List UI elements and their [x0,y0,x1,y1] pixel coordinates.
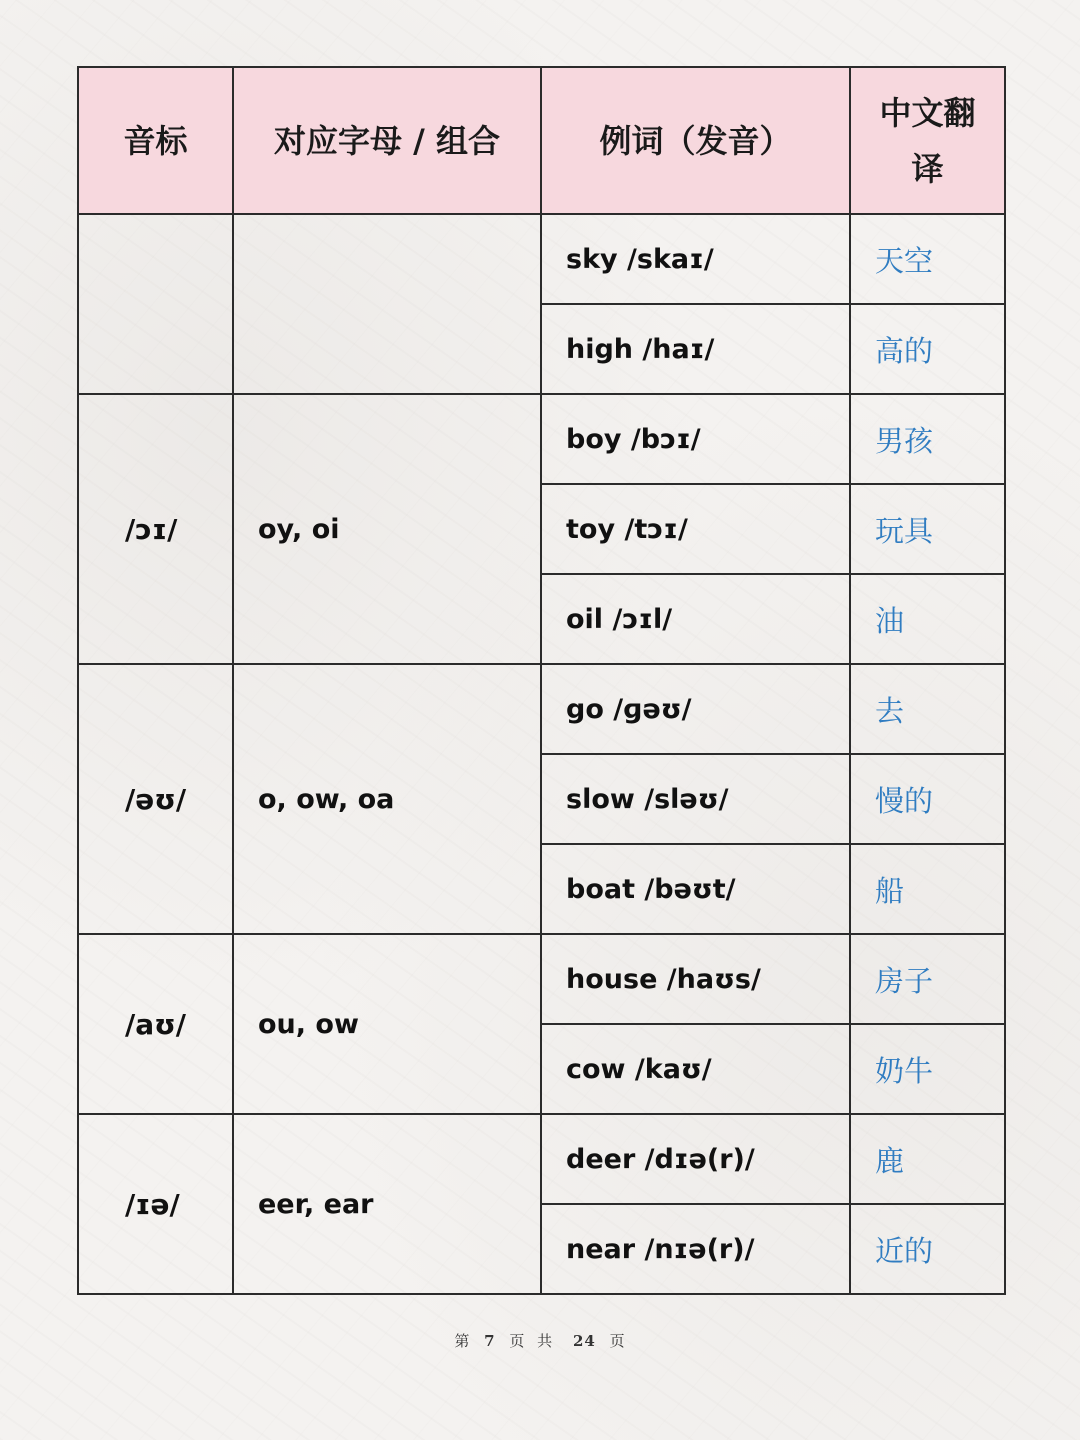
footer-total-pages: 24 [572,1332,596,1350]
translation-cell: 房子 [850,934,1005,1024]
footer-page-word: 页 [509,1332,526,1350]
phonetics-table-container [77,66,1004,1295]
header-example: 例词（发音） [541,67,850,214]
page-footer [0,1330,1080,1351]
example-cell: toy /tɔɪ/ [541,484,850,574]
table-row [78,664,1005,754]
example-cell: go /ɡəʊ/ [541,664,850,754]
table-header-row [78,67,1005,214]
example-cell: boy /bɔɪ/ [541,394,850,484]
header-translation: 中文翻译 [850,67,1005,214]
example-cell: deer /dɪə(r)/ [541,1114,850,1204]
translation-cell: 鹿 [850,1114,1005,1204]
footer-total-word: 共 [537,1332,554,1350]
translation-cell: 去 [850,664,1005,754]
example-cell: cow /kaʊ/ [541,1024,850,1114]
table-row [78,394,1005,484]
translation-cell: 高的 [850,304,1005,394]
phonetics-table [77,66,1006,1295]
symbol-cell: /ɔɪ/ [78,394,233,664]
translation-cell: 近的 [850,1204,1005,1294]
translation-cell: 船 [850,844,1005,934]
symbol-cell: /aʊ/ [78,934,233,1114]
header-letters: 对应字母 / 组合 [233,67,541,214]
translation-cell: 天空 [850,214,1005,304]
header-symbol: 音标 [78,67,233,214]
example-cell: near /nɪə(r)/ [541,1204,850,1294]
translation-cell: 油 [850,574,1005,664]
symbol-cell [78,214,233,394]
translation-cell: 男孩 [850,394,1005,484]
symbol-cell: /ɪə/ [78,1114,233,1294]
table-row [78,1114,1005,1204]
example-cell: high /haɪ/ [541,304,850,394]
footer-suffix: 页 [609,1332,626,1350]
example-cell: house /haʊs/ [541,934,850,1024]
table-row [78,214,1005,304]
translation-cell: 慢的 [850,754,1005,844]
footer-prefix: 第 [454,1332,471,1350]
table-row [78,934,1005,1024]
example-cell: sky /skaɪ/ [541,214,850,304]
letters-cell: o, ow, oa [233,664,541,934]
letters-cell: eer, ear [233,1114,541,1294]
letters-cell: oy, oi [233,394,541,664]
footer-page-number: 7 [484,1332,496,1350]
example-cell: oil /ɔɪl/ [541,574,850,664]
letters-cell [233,214,541,394]
letters-cell: ou, ow [233,934,541,1114]
translation-cell: 奶牛 [850,1024,1005,1114]
symbol-cell: /əʊ/ [78,664,233,934]
example-cell: boat /bəʊt/ [541,844,850,934]
translation-cell: 玩具 [850,484,1005,574]
example-cell: slow /sləʊ/ [541,754,850,844]
